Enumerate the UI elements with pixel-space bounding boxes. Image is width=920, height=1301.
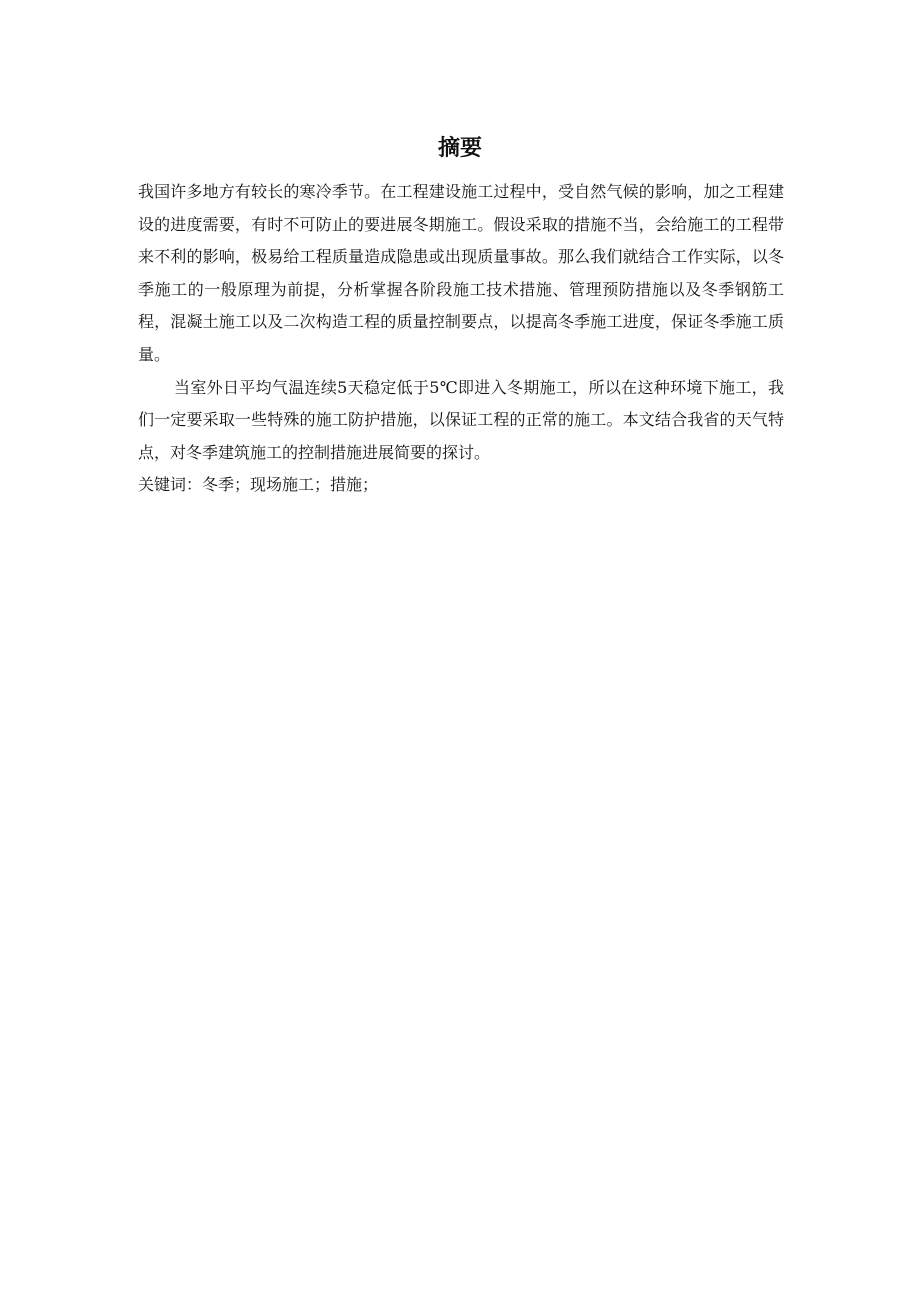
keywords-line: 关键词：冬季；现场施工；措施； (138, 475, 379, 495)
abstract-paragraph-1: 我国许多地方有较长的寒冷季节。在工程建设施工过程中，受自然气候的影响，加之工程建设的进度需要，有时不可防止的要进展冬期施工。假设采取的措施不当，会给施工的工程带来不利的影响，极易给工程质量造成隐患或出现质量事故。那么我们就结合工作实际，以冬季施工的一般原理为前提，分析掌握各阶段施工技术措施、管理预防措施以及冬季钢筋工程，混凝土施工以及二次构造工程的质量控制要点，以提高冬季施工进度，保证冬季施工质量。 (138, 182, 784, 364)
page-title: 摘要 (437, 136, 482, 161)
abstract-paragraph-2: 当室外日平均气温连续5天稳定低于5℃即进入冬期施工，所以在这种环境下施工，我们一定要采取一些特殊的施工防护措施，以保证工程的正常的施工。本文结合我省的天气特点，对冬季建筑施工的控制措施进展简要的探讨。 (138, 377, 784, 462)
abstract-body (138, 176, 784, 502)
